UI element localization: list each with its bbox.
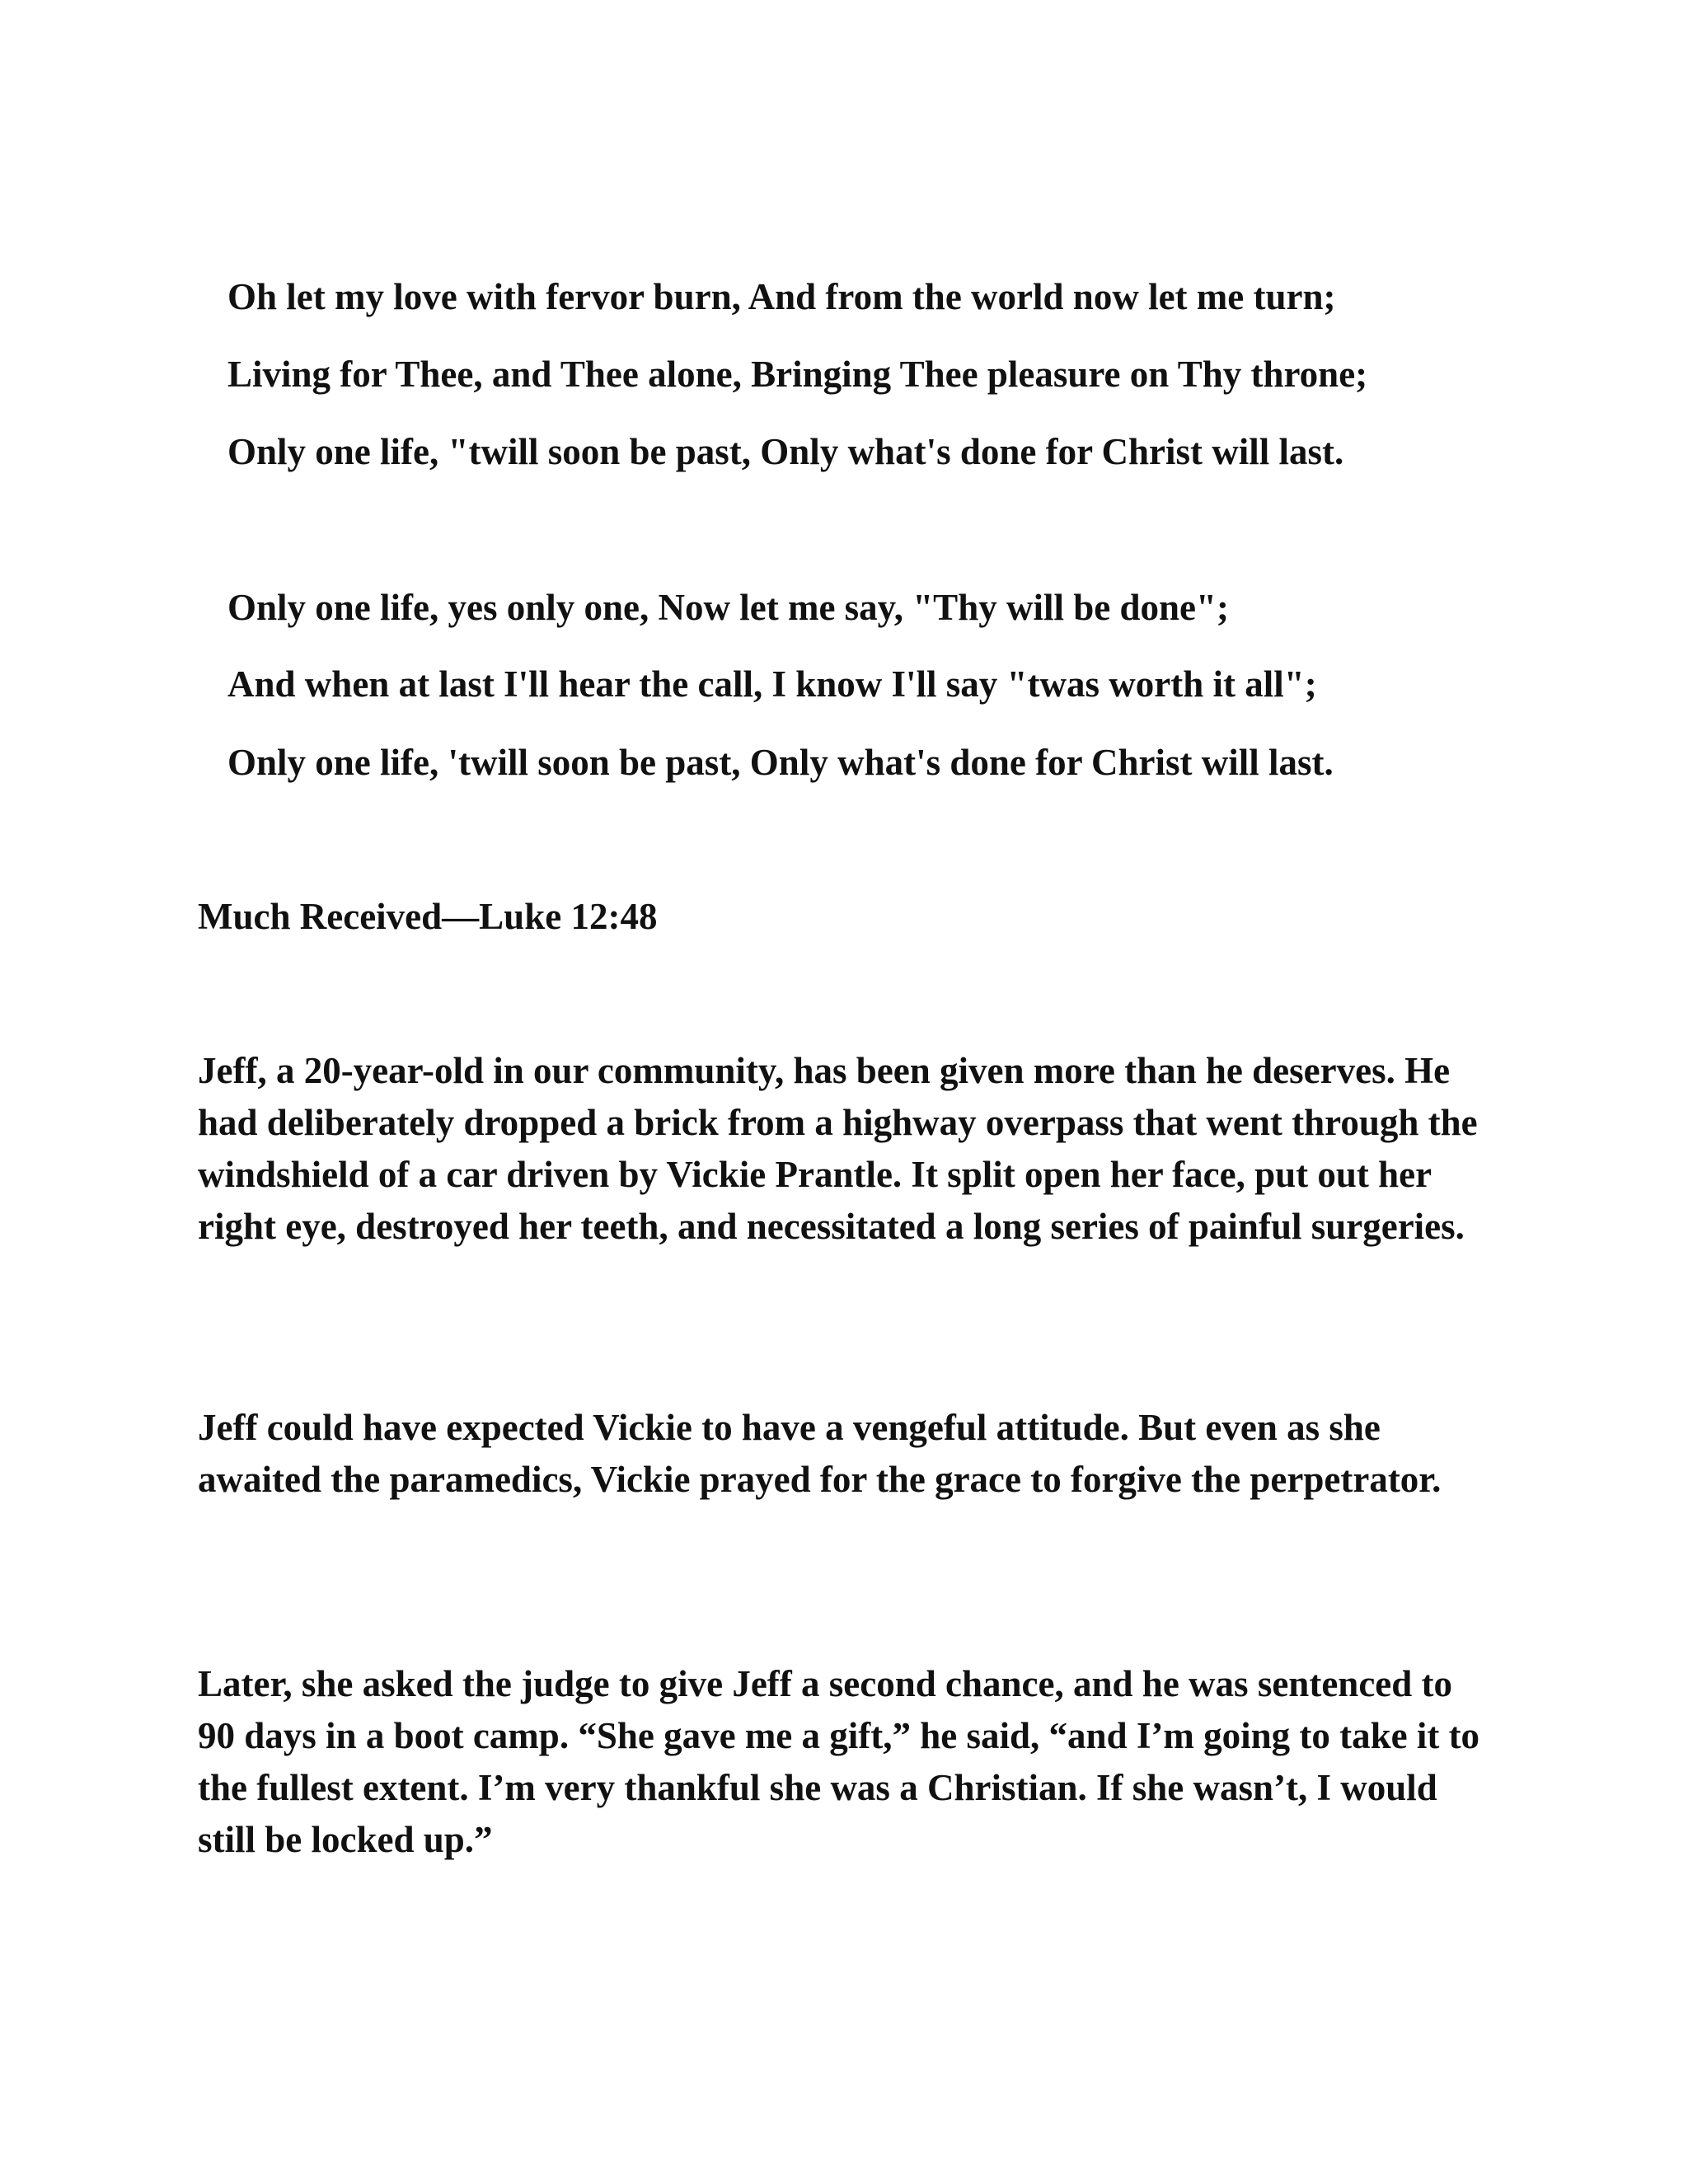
poem-line: Only one life, 'twill soon be past, Only what's done for Christ will last. bbox=[227, 742, 1334, 783]
poem-line: And when at last I'll hear the call, I know I'll say "twas worth it all"; bbox=[227, 663, 1317, 705]
section-heading: Much Received—Luke 12:48 bbox=[198, 896, 658, 937]
poem-line: Only one life, "twill soon be past, Only what's done for Christ will last. bbox=[227, 431, 1344, 472]
paragraph: Jeff could have expected Vickie to have a vengeful attitude. But even as she awaited the paramedics, Vickie prayed for the grace to forgive the perpetrator. bbox=[198, 1407, 1442, 1500]
poem-line: Oh let my love with fervor burn, And from the world now let me turn; bbox=[227, 276, 1336, 317]
paragraph: Jeff, a 20-year-old in our community, has been given more than he deserves. He had deliberately dropped a brick from a highway overpass that went through the windshield of a car driven by Vickie Prantle. It split open her face, put out her right eye, destroyed her teeth, and necessitated a long series of painful surgeries. bbox=[198, 1050, 1478, 1247]
poem-line: Only one life, yes only one, Now let me say, "Thy will be done"; bbox=[227, 587, 1229, 628]
paragraph: Later, she asked the judge to give Jeff a second chance, and he was sentenced to 90 days in a boot camp. “She gave me a gift,” he said, “and I’m going to take it to the fullest extent. I’m very thankful she was a Christian. If she wasn’t, I would still be locked up.” bbox=[198, 1663, 1480, 1860]
poem-line: Living for Thee, and Thee alone, Bringing Thee pleasure on Thy throne; bbox=[227, 354, 1368, 395]
